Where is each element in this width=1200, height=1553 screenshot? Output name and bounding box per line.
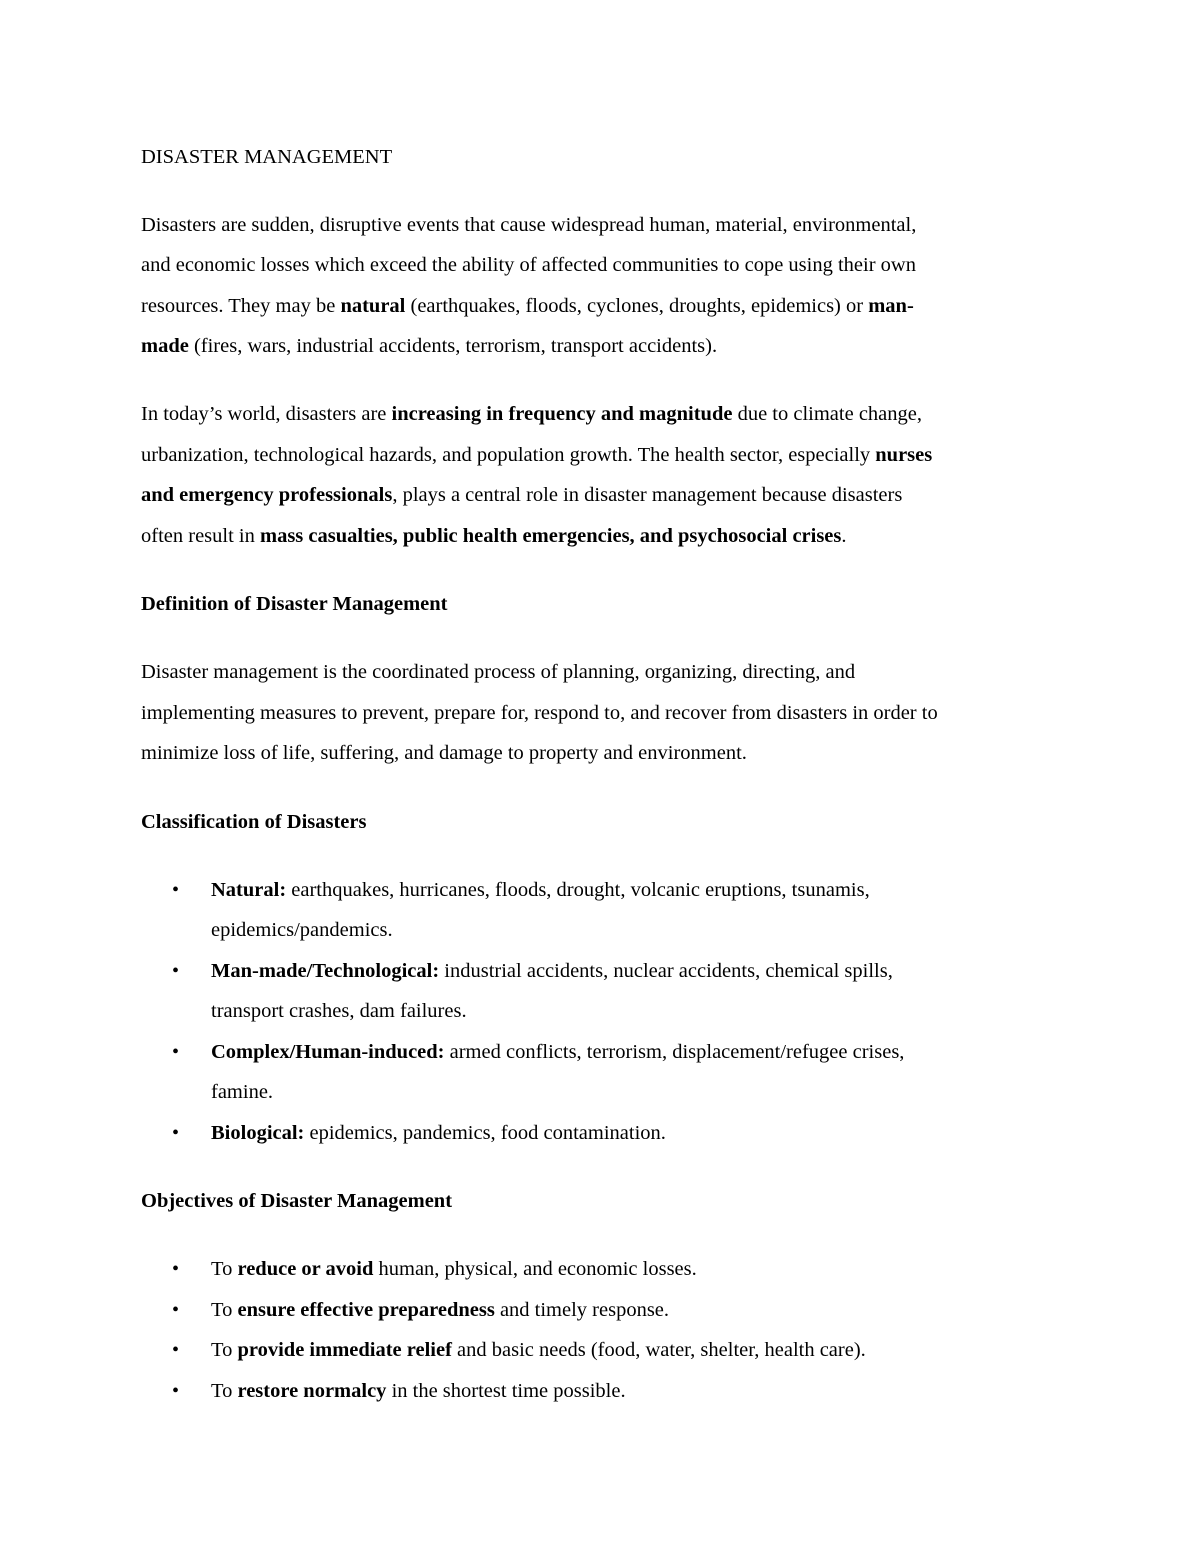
para2-line-2 [141, 443, 932, 467]
objective-text: To [211, 1299, 238, 1321]
classification-text: earthquakes, hurricanes, floods, drought, volcanic eruptions, tsunamis, [286, 879, 870, 901]
objective-text: To [211, 1339, 238, 1361]
intro-line-4 [141, 334, 717, 358]
intro-bold-made: made [141, 335, 189, 357]
classification-label: Natural: [211, 879, 287, 901]
bullet-icon: • [172, 1122, 180, 1144]
para2-text: , plays a central role in disaster management because disasters [392, 484, 903, 506]
objective-text: and timely response. [494, 1299, 670, 1321]
document-title: DISASTER MANAGEMENT [141, 146, 393, 168]
objective-bold: provide immediate relief [237, 1339, 452, 1361]
intro-line-3 [141, 294, 914, 318]
definition-line-3: minimize loss of life, suffering, and damage to property and environment. [141, 742, 747, 764]
bullet-icon: • [172, 1299, 180, 1321]
definition-heading: Definition of Disaster Management [141, 593, 448, 615]
intro-bold-man: man- [868, 295, 914, 317]
para2-bold: mass casualties, public health emergencies, and psychosocial crises [260, 525, 842, 547]
classification-item-natural [211, 878, 870, 902]
classification-item-complex [211, 1040, 904, 1064]
objective-item [211, 1257, 697, 1281]
classification-item-manmade-cont: transport crashes, dam failures. [211, 1000, 467, 1022]
definition-line-1: Disaster management is the coordinated process of planning, organizing, directing, and [141, 661, 856, 683]
classification-label: Complex/Human-induced: [211, 1041, 445, 1063]
objective-bold: restore normalcy [237, 1380, 387, 1402]
classification-text: industrial accidents, nuclear accidents, chemical spills, [439, 960, 893, 982]
classification-item-complex-cont: famine. [211, 1081, 274, 1103]
intro-text: resources. They may be [141, 295, 341, 317]
para2-line-4 [141, 524, 847, 548]
para2-text: due to climate change, [732, 403, 922, 425]
para2-text: In today’s world, disasters are [141, 403, 392, 425]
intro-line-2: and economic losses which exceed the ability of affected communities to cope using their own [141, 254, 916, 276]
classification-text: armed conflicts, terrorism, displacement/refugee crises, [444, 1041, 905, 1063]
classification-label: Biological: [211, 1122, 305, 1144]
objective-text: and basic needs (food, water, shelter, health care). [451, 1339, 866, 1361]
classification-label: Man-made/Technological: [211, 960, 440, 982]
para2-bold: increasing in frequency and magnitude [391, 403, 733, 425]
bullet-icon: • [172, 879, 180, 901]
classification-text: epidemics, pandemics, food contamination. [304, 1122, 666, 1144]
objective-item [211, 1298, 669, 1322]
bullet-icon: • [172, 1258, 180, 1280]
bullet-icon: • [172, 960, 180, 982]
para2-bold: and emergency professionals [141, 484, 393, 506]
bullet-icon: • [172, 1380, 180, 1402]
objective-text: To [211, 1380, 238, 1402]
para2-line-1 [141, 402, 922, 426]
objective-text: in the shortest time possible. [386, 1380, 626, 1402]
para2-line-3 [141, 483, 902, 507]
intro-text: (fires, wars, industrial accidents, terrorism, transport accidents). [188, 335, 718, 357]
bullet-icon: • [172, 1339, 180, 1361]
objective-item [211, 1338, 866, 1362]
objective-text: human, physical, and economic losses. [373, 1258, 697, 1280]
objective-bold: ensure effective preparedness [237, 1299, 495, 1321]
para2-text: often result in [141, 525, 260, 547]
objective-text: To [211, 1258, 238, 1280]
intro-line-1: Disasters are sudden, disruptive events that cause widespread human, material, environmental, [141, 214, 917, 236]
definition-line-2: implementing measures to prevent, prepare for, respond to, and recover from disasters in order to [141, 702, 938, 724]
bullet-icon: • [172, 1041, 180, 1063]
intro-text: (earthquakes, floods, cyclones, droughts, epidemics) or [405, 295, 869, 317]
classification-item-manmade [211, 959, 893, 983]
objective-bold: reduce or avoid [237, 1258, 374, 1280]
classification-item-biological [211, 1121, 666, 1145]
objective-item [211, 1379, 626, 1403]
classification-item-natural-cont: epidemics/pandemics. [211, 919, 393, 941]
objectives-heading: Objectives of Disaster Management [141, 1190, 453, 1212]
intro-bold-natural: natural [340, 295, 406, 317]
classification-heading: Classification of Disasters [141, 811, 367, 833]
para2-text: . [841, 525, 847, 547]
para2-text: urbanization, technological hazards, and population growth. The health sector, especially [141, 444, 876, 466]
para2-bold: nurses [875, 444, 933, 466]
